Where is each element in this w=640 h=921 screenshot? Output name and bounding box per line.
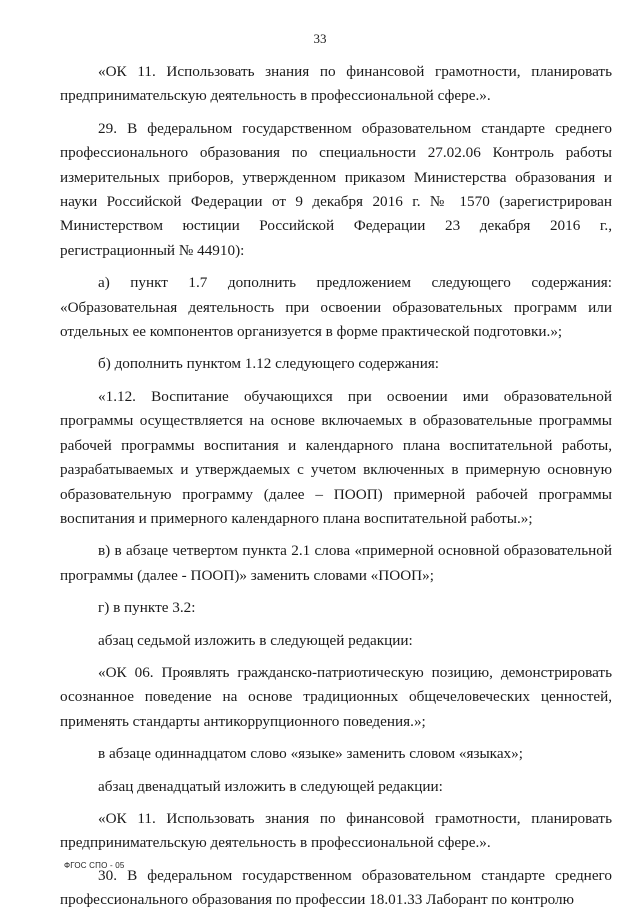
paragraph-item-30: 30. В федеральном государственном образовательном стандарте среднего профессионального образования по профессии 18.01.33 Лаборант по контролю — [60, 866, 612, 909]
paragraph-subitem-b: б) дополнить пунктом 1.12 следующего содержания: — [98, 355, 440, 373]
paragraph-ok11-repeat: «ОК 11. Использовать знания по финансовой грамотности, планировать предпринимательскую деятельность в профессиональной сфере.». — [60, 809, 612, 852]
paragraph-subitem-v: в) в абзаце четвертом пункта 2.1 слова «примерной основной образовательной программы (далее - ПООП)» заменить словами «ПООП»; — [60, 542, 612, 584]
paragraph-clause-1-12: «1.12. Воспитание обучающихся при освоении ими образовательной программы осуществляется на основе включаемых в образовательные программы рабочей программы воспитания и календарного плана воспитательной работы, разрабатываемых и утверждаемых с учетом включенных в примерную основную образовательную программу (далее – ПООП) примерной рабочей программы воспитания и примерного календарного плана воспитательной работы.»; — [60, 387, 612, 527]
paragraph-ok11-intro: «ОК 11. Использовать знания по финансовой грамотности, планировать предпринимательскую деятельность в профессиональной сфере.». — [60, 63, 612, 105]
document-body — [60, 60, 612, 921]
paragraph-twelfth-abzac: абзац двенадцатый изложить в следующей редакции: — [98, 777, 443, 795]
paragraph-item-29: 29. В федеральном государственном образовательном стандарте среднего профессионального образования по специальности 27.02.06 Контроль работы измерительных приборов, утвержденном приказом Министерства образования и науки Российской Федерации от 9 декабря 2016 г. № 1570 (зарегистрирован Министерством юстиции Российской Федерации 23 декабря 2016 г., регистрационный № 44910): — [60, 119, 612, 259]
paragraph-seventh-abzac: абзац седьмой изложить в следующей редакции: — [98, 631, 413, 649]
paragraph-subitem-g: г) в пункте 3.2: — [98, 599, 196, 617]
paragraph-ok06: «ОК 06. Проявлять гражданско-патриотическую позицию, демонстрировать осознанное поведение на основе традиционных общечеловеческих ценностей, применять стандарты антикоррупционного поведения.»; — [60, 663, 612, 730]
page-number: 33 — [313, 31, 327, 46]
paragraph-subitem-a: а) пункт 1.7 дополнить предложением следующего содержания: «Образовательная деятельность при освоении образовательных программ или отдельных ее компонентов организуется в форме практической подготовки.»; — [60, 274, 612, 341]
paragraph-eleventh-abzac: в абзаце одиннадцатом слово «языке» заменить словом «языках»; — [98, 745, 523, 763]
footer-label: ФГОС СПО - 05 — [64, 861, 125, 870]
